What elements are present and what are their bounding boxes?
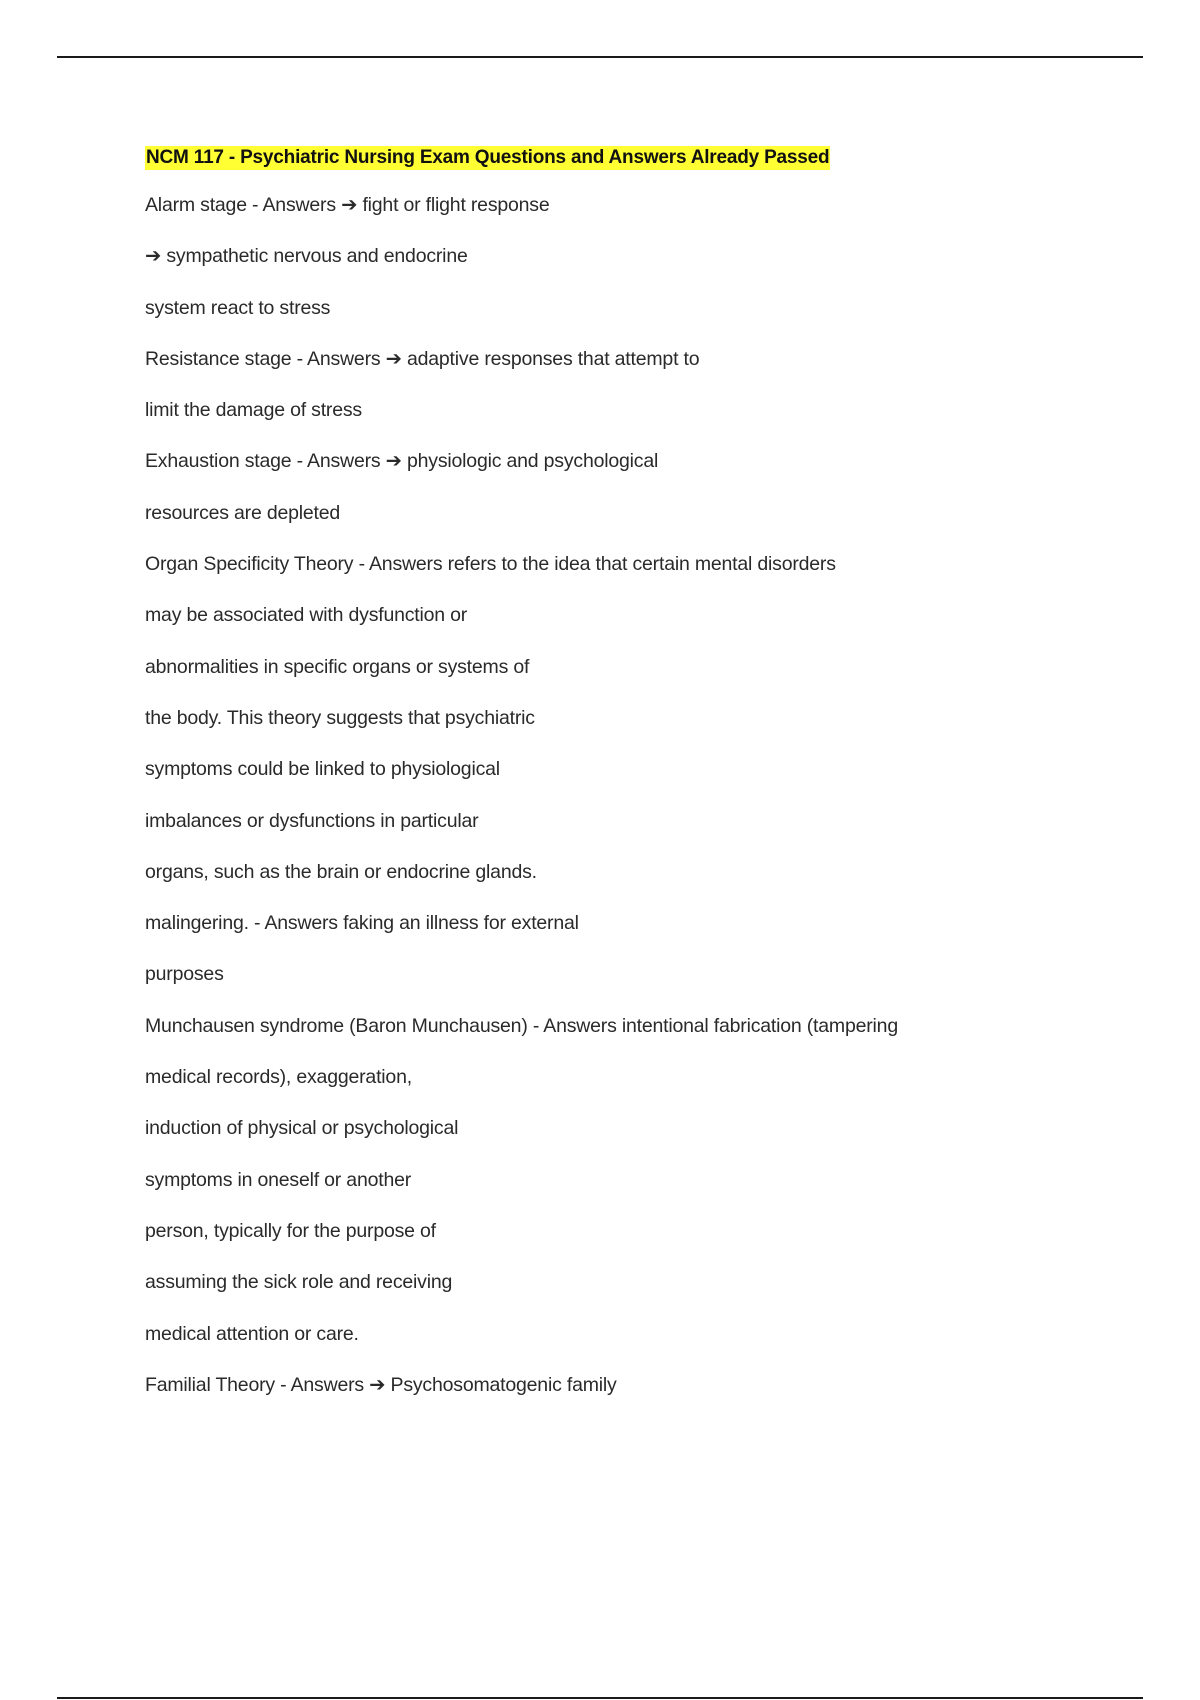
text-line: Organ Specificity Theory - Answers refers to the idea that certain mental disorders (145, 553, 836, 576)
text-line: Alarm stage - Answers ➔ fight or flight response (145, 194, 550, 216)
answer-lines (145, 180, 1145, 1411)
text-line: ➔ sympathetic nervous and endocrine (145, 245, 468, 268)
text-line: medical records), exaggeration, (145, 1066, 412, 1089)
text-line: system react to stress (145, 296, 331, 319)
text-line: symptoms in oneself or another (145, 1168, 412, 1191)
header-rule (57, 56, 1143, 58)
text-line: Munchausen syndrome (Baron Munchausen) - Answers intentional fabrication (tampering (145, 1014, 898, 1037)
text-line: abnormalities in specific organs or systems of (145, 655, 530, 678)
text-line: limit the damage of stress (145, 399, 362, 422)
footer-rule (57, 1697, 1143, 1699)
document-body (145, 146, 1145, 1411)
text-line: Resistance stage - Answers ➔ adaptive responses that attempt to (145, 347, 700, 370)
document-title: NCM 117 - Psychiatric Nursing Exam Questions and Answers Already Passed (146, 147, 830, 168)
text-line: may be associated with dysfunction or (145, 604, 468, 627)
text-line: Familial Theory - Answers ➔ Psychosomatogenic family (145, 1373, 617, 1396)
text-line: purposes (145, 963, 224, 986)
text-line: malingering. - Answers faking an illness for external (145, 912, 579, 935)
text-line: resources are depleted (145, 501, 341, 524)
text-line: the body. This theory suggests that psychiatric (145, 706, 535, 729)
text-line: medical attention or care. (145, 1322, 359, 1345)
text-line: person, typically for the purpose of (145, 1219, 436, 1242)
text-line: Exhaustion stage - Answers ➔ physiologic and psychological (145, 450, 659, 473)
text-line: induction of physical or psychological (145, 1117, 459, 1140)
text-line: symptoms could be linked to physiological (145, 758, 500, 781)
text-line: organs, such as the brain or endocrine glands. (145, 860, 537, 883)
text-line: assuming the sick role and receiving (145, 1271, 453, 1294)
text-line: imbalances or dysfunctions in particular (145, 809, 479, 832)
